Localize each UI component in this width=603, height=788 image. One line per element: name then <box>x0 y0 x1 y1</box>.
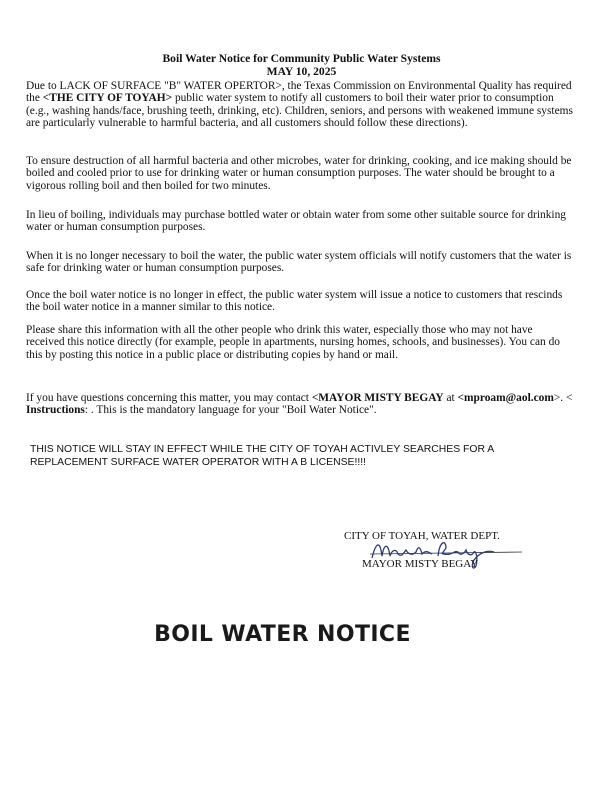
paragraph-rescind: Once the boil water notice is no longer in effect, the public water system will issue a notice to customers that rescinds the boil water notice in a manner similar to this notice. <box>26 289 563 314</box>
contact-text-a: If you have questions concerning this matter, you may contact <box>26 392 312 404</box>
paragraph-share: Please share this information with all the other people who drink this water, especially those who may not have received this notice directly (for example, people in apartments, nursing homes, schools, and businesses). You can do this by posting this notice in a public place or distributing copies by hand or mail. <box>26 324 560 361</box>
effect-statement: THIS NOTICE WILL STAY IN EFFECT WHILE THE CITY OF TOYAH ACTIVLEY SEARCHES FOR A REPLACEMENT SURFACE WATER OPERATOR WITH A B LICENSE!!!! <box>30 444 494 468</box>
boil-water-notice-heading: BOIL WATER NOTICE <box>154 622 411 647</box>
paragraph-boil-instructions: To ensure destruction of all harmful bacteria and other microbes, water for drinking, cooking, and ice making should be boiled and cooled prior to use for drinking water or human consumption purposes. The water should be brought to a vigorous rolling boil and then boiled for two minutes. <box>26 155 572 192</box>
paragraph-contact <box>26 392 574 417</box>
paragraph-bottled-water: In lieu of boiling, individuals may purchase bottled water or obtain water from some other suitable source for drinking water or human consumption purposes. <box>26 209 566 234</box>
notice-title: Boil Water Notice for Community Public Water Systems <box>162 52 441 65</box>
contact-email: <mproam@aol.com <box>457 392 554 404</box>
signature-block <box>342 530 542 580</box>
intro-text-a: Due to LACK OF SURFACE "B" WATER OPERTOR>, the Texas Commission on Environmental Quality has required the <box>26 80 572 105</box>
instructions-label: Instructions <box>26 404 85 417</box>
paragraph-no-longer-necessary: When it is no longer necessary to boil the water, the public water system officials will notify customers that the water is safe for drinking water or human consumption purposes. <box>26 250 572 275</box>
contact-text-c: >. < <box>553 392 573 404</box>
notice-date: MAY 10, 2025 <box>266 65 337 78</box>
signature-name: MAYOR MISTY BEGAY <box>362 558 479 570</box>
paragraph-intro <box>26 80 574 130</box>
intro-text-b: public water system to notify all customers to boil their water prior to consumption (e.g., washing hands/face, brushing teeth, drinking, etc). Children, seniors, and persons with weakened immune systems are particularly vulnerable to harmful bacteria, and all customers should follow these directions). <box>26 92 573 130</box>
contact-text-b: at <box>443 392 458 404</box>
contact-name: <MAYOR MISTY BEGAY <box>311 392 444 404</box>
signature-org: CITY OF TOYAH, WATER DEPT. <box>344 530 500 542</box>
system-name: <THE CITY OF TOYAH> <box>42 92 173 105</box>
contact-text-d: : . This is the mandatory language for your "Boil Water Notice". <box>84 404 377 417</box>
